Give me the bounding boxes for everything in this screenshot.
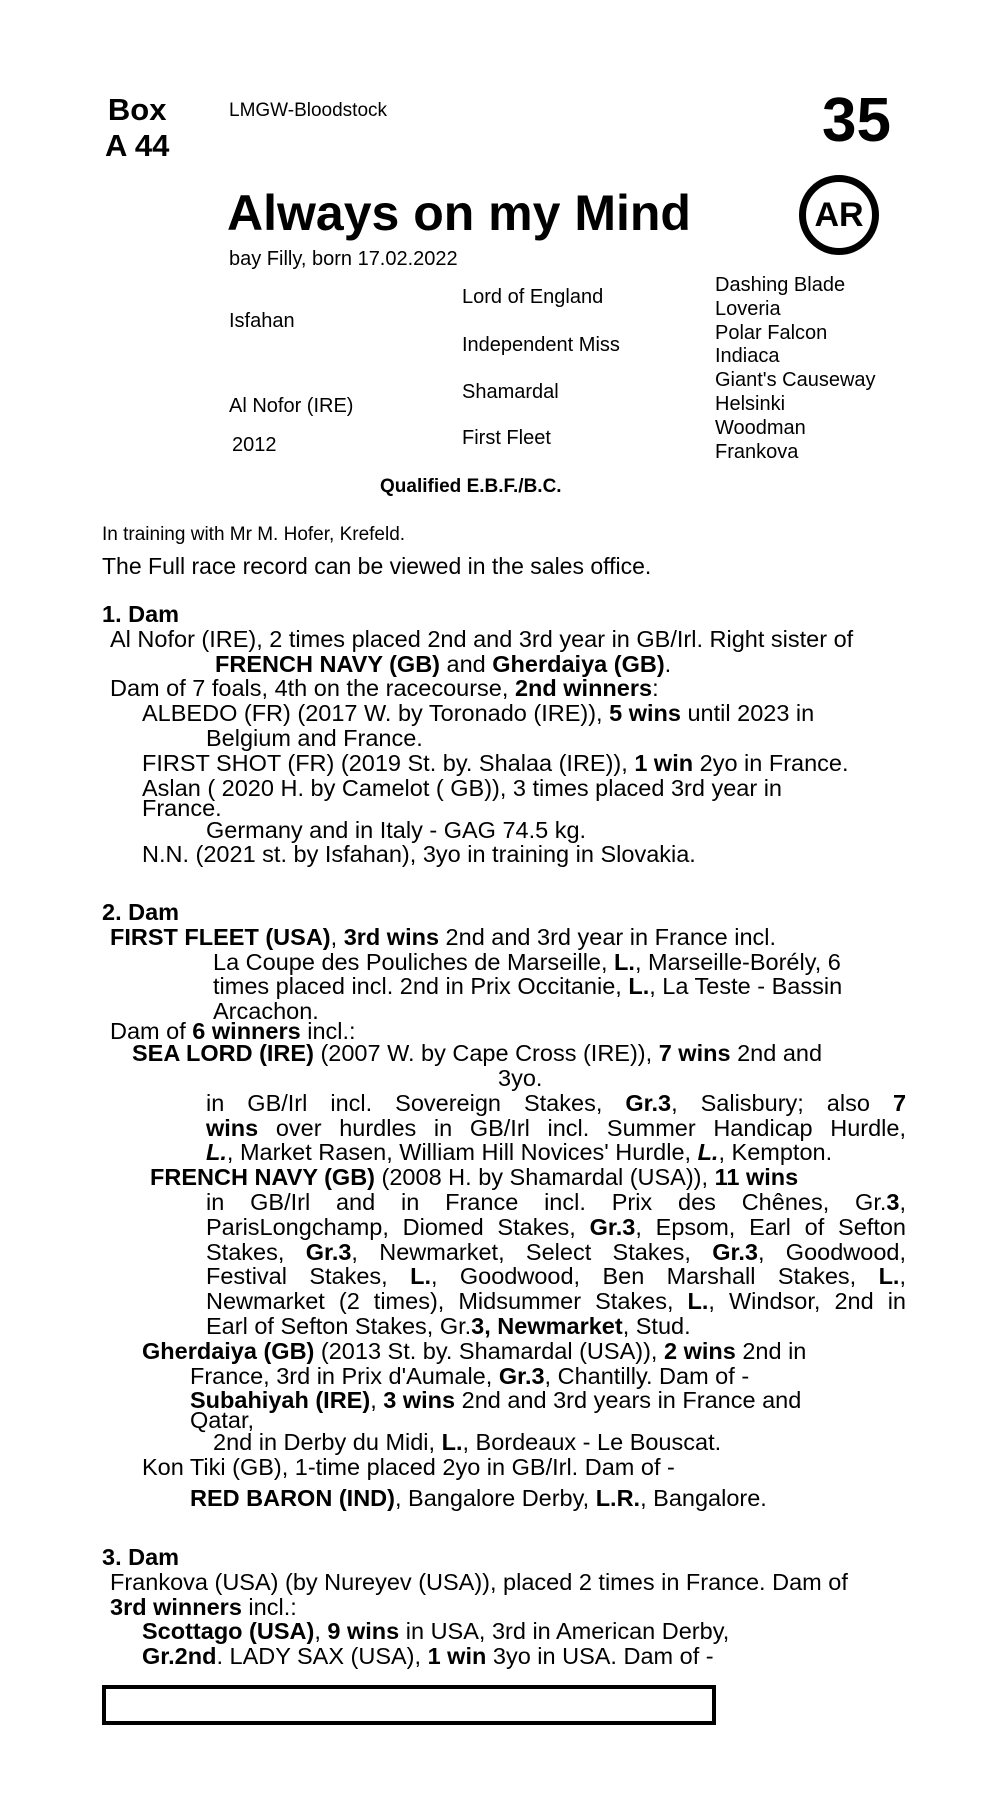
- line: 2nd in Derby du Midi, L., Bordeaux - Le Bouscat.: [213, 1429, 722, 1456]
- qualification: Qualified E.B.F./B.C.: [380, 476, 562, 497]
- line: Festival Stakes, L., Goodwood, Ben Marshall Stakes, L.,: [206, 1263, 906, 1290]
- lot-number: 35: [822, 86, 891, 155]
- pedigree-dam-dam: First Fleet: [462, 427, 551, 449]
- second-dam-section: [102, 900, 912, 1511]
- line: Dam of 7 foals, 4th on the racecourse, 2nd winners:: [110, 675, 659, 702]
- first-dam-heading: 1. Dam: [102, 601, 180, 627]
- line: Belgium and France.: [206, 724, 423, 751]
- line: times placed incl. 2nd in Prix Occitanie, L., La Teste - Bassin: [213, 973, 843, 1000]
- line: 3rd winners incl.:: [110, 1593, 297, 1620]
- box-number: [105, 92, 169, 164]
- line: SEA LORD (IRE) (2007 W. by Cape Cross (IRE)), 7 wins 2nd and: [132, 1040, 823, 1067]
- line: France, 3rd in Prix d'Aumale, Gr.3, Chantilly. Dam of -: [190, 1362, 750, 1389]
- box-value: A 44: [105, 128, 170, 163]
- line: FRENCH NAVY (GB) (2008 H. by Shamardal (USA)), 11 wins: [150, 1164, 799, 1191]
- pedigree-gen3-item: Woodman: [715, 416, 806, 439]
- horse-description: bay Filly, born 17.02.2022: [229, 248, 458, 270]
- line: in GB/Irl incl. Sovereign Stakes, Gr.3, Salisbury; also 7: [206, 1089, 907, 1116]
- ar-badge: AR: [799, 175, 879, 255]
- line: Qatar,: [190, 1407, 255, 1434]
- pedigree-dam: Al Nofor (IRE): [229, 395, 354, 417]
- horse-name: Always on my Mind: [227, 185, 691, 241]
- line: Arcachon.: [213, 998, 319, 1025]
- line: Dam of 6 winners incl.:: [110, 1018, 356, 1045]
- pedigree-gen3: [715, 274, 876, 464]
- pedigree-dam-sire: Shamardal: [462, 381, 559, 403]
- training-info: In training with Mr M. Hofer, Krefeld.: [102, 524, 406, 545]
- line: Al Nofor (IRE), 2 times placed 2nd and 3rd year in GB/Irl. Right sister of: [110, 625, 854, 652]
- vendor-name: LMGW-Bloodstock: [229, 100, 388, 121]
- line: in GB/Irl and in France incl. Prix des Chênes, Gr.3,: [206, 1188, 906, 1215]
- third-dam-section: [102, 1545, 912, 1669]
- line: Stakes, Gr.3, Newmarket, Select Stakes, Gr.3, Goodwood,: [206, 1238, 906, 1265]
- line: FIRST FLEET (USA), 3rd wins 2nd and 3rd year in France incl.: [110, 923, 777, 950]
- line: Gr.2nd. LADY SAX (USA), 1 win 3yo in USA. Dam of -: [142, 1643, 714, 1670]
- pedigree-dam-year: 2012: [232, 434, 277, 456]
- line: 3yo.: [498, 1064, 543, 1091]
- pedigree-gen3-item: Dashing Blade: [715, 274, 846, 296]
- line: Kon Tiki (GB), 1-time placed 2yo in GB/Irl. Dam of -: [142, 1454, 675, 1481]
- pedigree-gen3-item: Loveria: [715, 297, 781, 320]
- line: Subahiyah (IRE), 3 wins 2nd and 3rd years in France and: [190, 1387, 802, 1414]
- pedigree-gen3-item: Giant's Causeway: [715, 369, 876, 392]
- second-dam-heading: 2. Dam: [102, 899, 180, 925]
- box-label: Box: [107, 92, 167, 127]
- pedigree-gen3-item: Polar Falcon: [715, 321, 828, 344]
- line: ALBEDO (FR) (2017 W. by Toronado (IRE)), 5 wins until 2023 in: [142, 700, 815, 727]
- line: RED BARON (IND), Bangalore Derby, L.R., Bangalore.: [190, 1484, 767, 1511]
- line: Aslan ( 2020 H. by Camelot ( GB)), 3 times placed 3rd year in: [142, 774, 782, 801]
- pedigree-sire-dam: Independent Miss: [462, 334, 620, 356]
- line: ParisLongchamp, Diomed Stakes, Gr.3, Epsom, Earl of Sefton: [206, 1213, 906, 1240]
- full-record-note: The Full race record can be viewed in the sales office.: [102, 553, 652, 579]
- line: FRENCH NAVY (GB) and Gherdaiya (GB).: [215, 650, 672, 677]
- line: Newmarket (2 times), Midsummer Stakes, L., Windsor, 2nd in: [206, 1288, 906, 1315]
- line: France.: [142, 794, 222, 821]
- line: Scottago (USA), 9 wins in USA, 3rd in American Derby,: [142, 1618, 730, 1645]
- line: wins over hurdles in GB/Irl incl. Summer Handicap Hurdle,: [206, 1114, 906, 1141]
- pedigree-sire: Isfahan: [229, 310, 295, 332]
- line: Germany and in Italy - GAG 74.5 kg.: [206, 816, 587, 843]
- footer-empty-box: [102, 1685, 716, 1725]
- pedigree-sire-sire: Lord of England: [462, 286, 604, 308]
- line: FIRST SHOT (FR) (2019 St. by. Shalaa (IRE)), 1 win 2yo in France.: [142, 749, 849, 776]
- line: Gherdaiya (GB) (2013 St. by. Shamardal (USA)), 2 wins 2nd in: [142, 1337, 807, 1364]
- pedigree-gen3-item: Frankova: [715, 440, 799, 463]
- line: Earl of Sefton Stakes, Gr.3, Newmarket, Stud.: [206, 1312, 691, 1339]
- line: Frankova (USA) (by Nureyev (USA)), placed 2 times in France. Dam of: [110, 1568, 848, 1595]
- pedigree-gen3-item: Indiaca: [715, 345, 780, 368]
- third-dam-heading: 3. Dam: [102, 1544, 180, 1570]
- line: La Coupe des Pouliches de Marseille, L., Marseille-Borély, 6: [213, 948, 841, 975]
- first-dam-section: [102, 602, 912, 867]
- line: N.N. (2021 st. by Isfahan), 3yo in training in Slovakia.: [142, 841, 696, 868]
- pedigree-gen3-item: Helsinki: [715, 392, 786, 415]
- line: L., Market Rasen, William Hill Novices' Hurdle, L., Kempton.: [206, 1139, 833, 1166]
